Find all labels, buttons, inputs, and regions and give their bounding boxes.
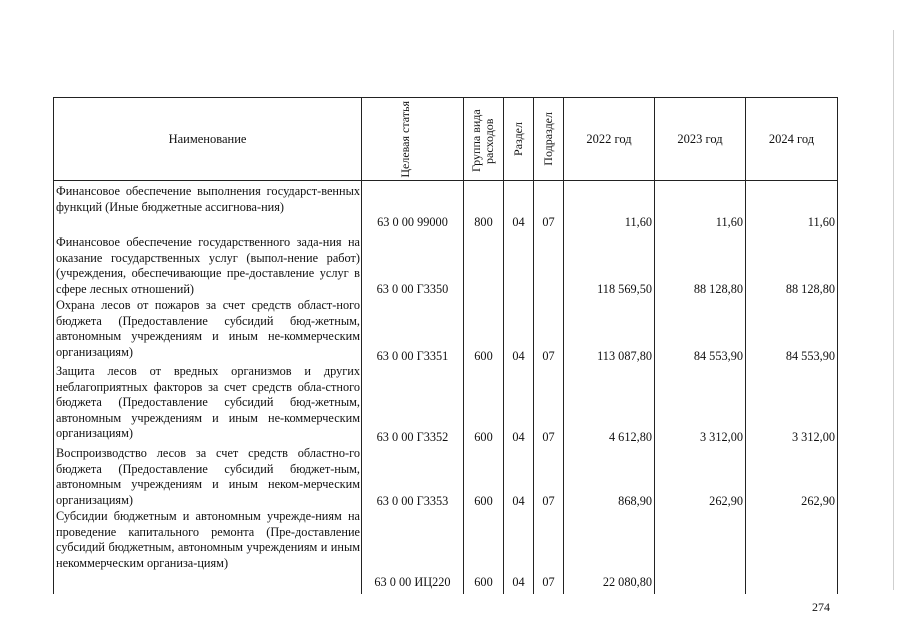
page-edge-line: [893, 30, 894, 590]
row-section: 04: [512, 494, 525, 508]
row-2023: 88 128,80: [693, 282, 743, 296]
row-2024: 3 312,00: [791, 430, 835, 444]
row-article: 63 0 00 Г3352: [376, 430, 449, 444]
row-2022: 113 087,80: [597, 349, 652, 363]
row-2024: 84 553,90: [785, 349, 835, 363]
row-2022: 868,90: [618, 494, 652, 508]
row-2024: 88 128,80: [785, 282, 835, 296]
header-2022: [564, 98, 654, 180]
row-2023: 3 312,00: [699, 430, 743, 444]
row-group: 600: [474, 494, 493, 508]
header-section: [504, 98, 533, 180]
row-subsection: 07: [542, 575, 555, 589]
header-2024: [746, 98, 837, 180]
row-group: 800: [474, 215, 493, 229]
page-number: 274: [812, 600, 830, 614]
row-name: Охрана лесов от пожаров за счет средств област-ного бюджета (Предоставление субсидий бюд-жетным, автономным учреждениям и иным не-коммерческим организациям): [56, 298, 360, 359]
header-name: [54, 98, 361, 180]
row-name: Финансовое обеспечение государственного зада-ния на оказание государственных услуг (выпол-нение работ) (учреждения, обеспечивающие пре-доставление услуг в сфере лесных отношений): [56, 235, 360, 296]
row-group: 600: [474, 349, 493, 363]
header-subsection-label: Подраздел: [541, 112, 555, 166]
row-section: 04: [512, 430, 525, 444]
header-target-article-label: Целевая статья: [397, 100, 412, 178]
budget-table: [53, 97, 838, 594]
row-subsection: 07: [542, 430, 555, 444]
header-2024-label: 2024 год: [768, 131, 815, 146]
row-article: 63 0 00 ИЦ220: [374, 575, 451, 589]
row-article: 63 0 00 Г3350: [376, 282, 449, 296]
header-expense-group: [464, 98, 503, 180]
row-section: 04: [512, 575, 525, 589]
row-subsection: 07: [542, 494, 555, 508]
row-article: 63 0 00 99000: [377, 215, 448, 229]
row-name: Субсидии бюджетным и автономным учрежде-ниям на проведение капитального ремонта (Пре-доставление субсидий бюджетным, автономным учреждениям и иным некоммерческим организа-циям): [56, 509, 360, 570]
row-subsection: 07: [542, 349, 555, 363]
row-subsection: 07: [542, 215, 555, 229]
row-section: 04: [512, 215, 525, 229]
header-2022-label: 2022 год: [586, 131, 632, 146]
row-section: 04: [512, 349, 525, 363]
row-name: Воспроизводство лесов за счет средств областно-го бюджета (Предоставление субсидий бюджет-ным, автономным учреждениям и иным неком-мерческим организациям): [56, 446, 360, 507]
header-2023: [655, 98, 745, 180]
header-expense-group-label: Группа вида расходов: [468, 109, 496, 173]
row-2024: 11,60: [807, 215, 835, 229]
header-subsection: [534, 98, 563, 180]
header-section-label: Раздел: [511, 122, 525, 156]
row-2023: 11,60: [715, 215, 743, 229]
row-2022: 11,60: [624, 215, 652, 229]
column-border: [837, 98, 838, 594]
row-article: 63 0 00 Г3351: [376, 349, 449, 363]
row-2022: 22 080,80: [602, 575, 652, 589]
row-name: Защита лесов от вредных организмов и других неблагоприятных факторов за счет средств обла-стного бюджета (Предоставление субсидий бюд-жетным, автономным учреждениям и иным не-коммерческим организациям): [56, 364, 360, 441]
header-target-article: [362, 98, 463, 180]
header-name-label: Наименование: [168, 131, 247, 146]
row-group: 600: [474, 430, 493, 444]
row-group: 600: [474, 575, 493, 589]
row-2022: 118 569,50: [597, 282, 652, 296]
row-2023: 84 553,90: [693, 349, 743, 363]
header-border: [53, 180, 838, 181]
row-2022: 4 612,80: [608, 430, 652, 444]
row-article: 63 0 00 Г3353: [376, 494, 449, 508]
row-2023: 262,90: [709, 494, 743, 508]
header-2023-label: 2023 год: [677, 131, 723, 146]
row-2024: 262,90: [801, 494, 835, 508]
row-name: Финансовое обеспечение выполнения государст-венных функций (Иные бюджетные ассигнова-ния): [56, 184, 360, 214]
